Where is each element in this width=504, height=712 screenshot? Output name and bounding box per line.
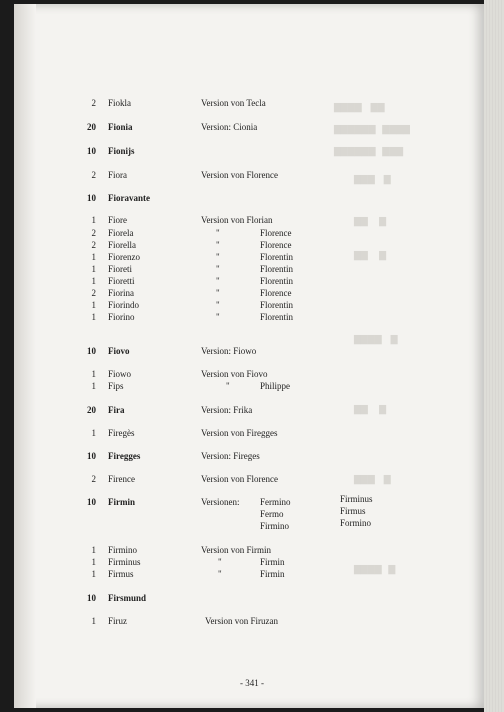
row-name: Fiokla [108, 98, 132, 108]
row-name: Fiorindo [108, 300, 140, 310]
bleed-through-text: ▇▇▇▇ ▇ [354, 564, 396, 574]
row-count: 10 [87, 497, 96, 507]
row-count: 1 [91, 557, 96, 567]
row-version-target: Firmin [260, 557, 285, 567]
row-version: Version von Firmin [201, 545, 272, 555]
row-name: Firmin [108, 497, 135, 507]
row-version-target: Fermino [260, 497, 291, 507]
ditto-mark: " [218, 557, 222, 567]
row-name: Fiowo [108, 369, 132, 379]
row-version-target: Fermo [260, 509, 284, 519]
row-name: Firegès [108, 428, 135, 438]
row-name: Firence [108, 474, 135, 484]
row-version: Version von Fiovo [201, 369, 268, 379]
bleed-through-text: ▇▇▇▇ ▇ [354, 334, 398, 344]
row-version-target: Florentin [260, 252, 293, 262]
row-name: Firminus [108, 557, 141, 567]
row-count: 2 [91, 228, 96, 238]
ditto-mark: " [216, 240, 220, 250]
page-edge-stack [484, 0, 504, 712]
page-number: - 341 - [240, 678, 264, 688]
row-name: Fiovo [108, 346, 130, 356]
row-count: 1 [91, 300, 96, 310]
row-name: Fiorino [108, 312, 135, 322]
page-spine-shadow [14, 4, 36, 708]
row-name: Fiorela [108, 228, 134, 238]
bleed-through-text: ▇▇ ▇ [354, 404, 387, 414]
row-count: 2 [91, 474, 96, 484]
row-version: Version von Firuzan [205, 616, 278, 626]
row-version-alt: Firminus [340, 494, 373, 504]
row-name: Firuz [108, 616, 127, 626]
row-name: Fioretti [108, 276, 135, 286]
ditto-mark: " [216, 252, 220, 262]
row-count: 2 [91, 98, 96, 108]
row-version-target: Philippe [260, 381, 291, 391]
row-version: Version: Cionia [201, 122, 258, 132]
row-name: Fira [108, 405, 125, 415]
row-name: Fiorella [108, 240, 136, 250]
row-name: Firsmund [108, 593, 147, 603]
row-count: 1 [91, 215, 96, 225]
ditto-mark: " [216, 300, 220, 310]
row-count: 2 [91, 240, 96, 250]
row-count: 10 [87, 451, 96, 461]
row-name: Fioravante [108, 193, 150, 203]
row-version-target: Firmin [260, 569, 285, 579]
row-count: 2 [91, 170, 96, 180]
row-count: 1 [91, 616, 96, 626]
row-count: 1 [91, 264, 96, 274]
row-name: Fiora [108, 170, 127, 180]
row-version-alt: Firmus [340, 506, 366, 516]
row-version: Version von Firegges [201, 428, 278, 438]
row-count: 1 [91, 569, 96, 579]
row-count: 20 [87, 405, 96, 415]
row-version: Version: Fireges [201, 451, 260, 461]
row-version: Version von Florence [201, 170, 278, 180]
row-name: Fiorina [108, 288, 134, 298]
ditto-mark: " [216, 264, 220, 274]
row-count: 10 [87, 593, 96, 603]
row-name: Fionijs [108, 146, 135, 156]
row-count: 10 [87, 146, 96, 156]
row-version: Version von Florence [201, 474, 278, 484]
bleed-through-text: ▇▇ ▇ [354, 216, 387, 226]
row-version-target: Florentin [260, 300, 293, 310]
row-version: Version: Frika [201, 405, 253, 415]
ditto-mark: " [216, 276, 220, 286]
ditto-mark: " [216, 228, 220, 238]
row-version: Version: Fiowo [201, 346, 257, 356]
row-count: 2 [91, 288, 96, 298]
ditto-mark: " [226, 381, 230, 391]
row-count: 1 [91, 312, 96, 322]
row-version: Version von Tecla [201, 98, 266, 108]
row-count: 1 [91, 252, 96, 262]
row-version-target: Florence [260, 288, 292, 298]
row-version-target: Firmino [260, 521, 290, 531]
row-count: 1 [91, 428, 96, 438]
row-name: Fiorenzo [108, 252, 140, 262]
row-name: Fiore [108, 215, 127, 225]
row-name: Fips [108, 381, 124, 391]
row-version: Versionen: [201, 497, 240, 507]
row-version-target: Florence [260, 240, 292, 250]
row-name: Fionia [108, 122, 133, 132]
bleed-through-text: ▇▇▇▇ ▇▇ [334, 102, 385, 112]
row-version-target: Florence [260, 228, 292, 238]
row-count: 10 [87, 193, 96, 203]
row-count: 20 [87, 122, 96, 132]
bleed-through-text: ▇▇▇▇▇▇ ▇▇▇▇ [334, 124, 410, 134]
row-count: 10 [87, 346, 96, 356]
row-name: Firmino [108, 545, 138, 555]
row-version-target: Florentin [260, 264, 293, 274]
ditto-mark: " [218, 569, 222, 579]
bleed-through-text: ▇▇▇ ▇ [354, 174, 391, 184]
row-name: Firegges [108, 451, 141, 461]
bleed-through-text: ▇▇ ▇ [354, 250, 387, 260]
row-count: 1 [91, 545, 96, 555]
row-version-target: Florentin [260, 312, 293, 322]
row-name: Fioreti [108, 264, 132, 274]
row-count: 1 [91, 381, 96, 391]
row-version: Version von Florian [201, 215, 273, 225]
row-count: 1 [91, 276, 96, 286]
row-version-target: Florentin [260, 276, 293, 286]
bleed-through-text: ▇▇▇ ▇ [354, 474, 391, 484]
ditto-mark: " [216, 312, 220, 322]
row-version-alt: Formino [340, 518, 372, 528]
row-count: 1 [91, 369, 96, 379]
ditto-mark: " [216, 288, 220, 298]
row-name: Firmus [108, 569, 134, 579]
bleed-through-text: ▇▇▇▇▇▇ ▇▇▇ [334, 146, 404, 156]
